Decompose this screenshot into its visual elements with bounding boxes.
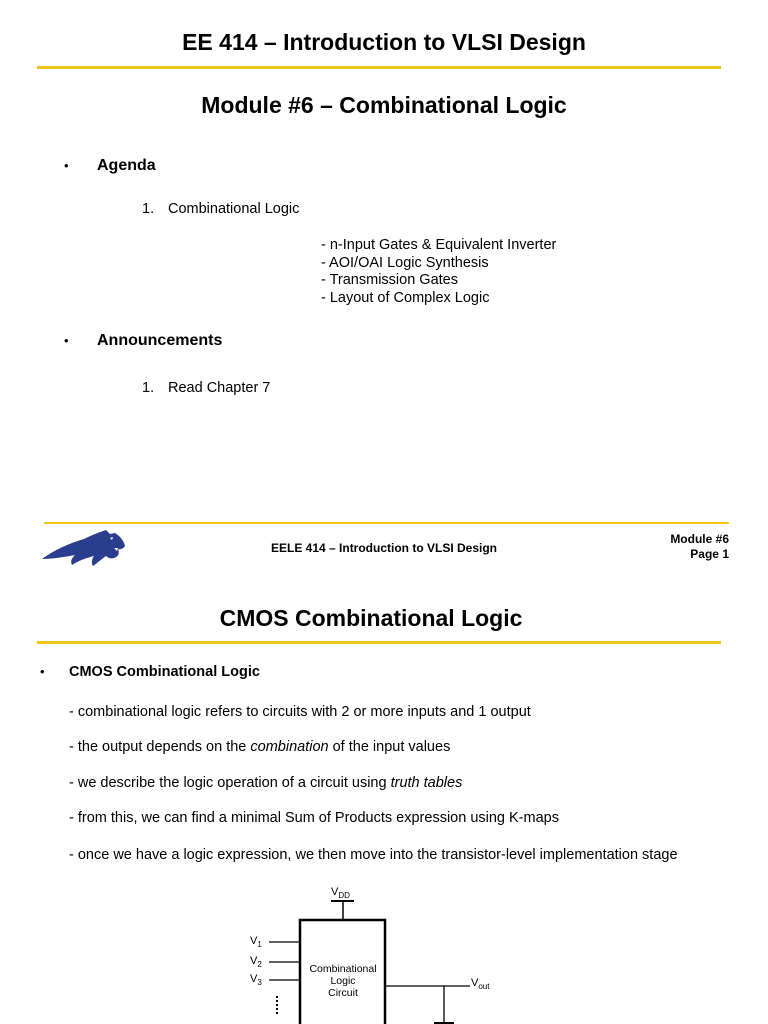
cmos-heading: CMOS Combinational Logic (69, 664, 260, 680)
cmos-line-text: - we describe the logic operation of a circuit using (69, 775, 391, 791)
agenda-item-number: 1. (142, 201, 155, 217)
cmos-line (69, 738, 450, 756)
module-title: Module #6 – Combinational Logic (201, 92, 567, 118)
cmos-line-emphasis: truth tables (390, 775, 463, 791)
agenda-heading: Agenda (97, 157, 156, 174)
footer-page-number: Page 1 (690, 547, 729, 561)
footer-module: Module #6 (670, 532, 729, 546)
combinational-logic-diagram (240, 880, 500, 1024)
title-divider (37, 66, 721, 69)
cmos-line: - once we have a logic expression, we then move into the transistor-level implementation stage (69, 847, 678, 863)
announcements-heading: Announcements (97, 332, 223, 349)
input-label: $V_3$ (250, 973, 262, 987)
output-label: $V_{out}$ (471, 977, 490, 991)
agenda-subitem: - AOI/OAI Logic Synthesis (321, 254, 489, 271)
agenda-subitem: - Transmission Gates (321, 272, 458, 288)
announcement-item-number: 1. (142, 380, 155, 396)
input-label: $V_1$ (250, 935, 262, 949)
bullet-agenda: • (64, 158, 69, 173)
cmos-line-emphasis: combination (250, 739, 329, 755)
agenda-subitem-list (321, 237, 556, 307)
box-label-line: Circuit (328, 987, 358, 999)
cmos-line (69, 774, 462, 792)
footer-divider (44, 522, 729, 524)
cmos-line-text: - the output depends on the (69, 739, 251, 755)
agenda-subitem: - n-Input Gates & Equivalent Inverter (321, 237, 557, 253)
bullet-cmos: • (40, 664, 45, 679)
bullet-announcements: • (64, 333, 69, 348)
footer-course: EELE 414 – Introduction to VLSI Design (270, 541, 498, 555)
input-label: $V_2$ (250, 955, 262, 969)
course-title: EE 414 – Introduction to VLSI Design (182, 29, 586, 55)
cmos-line-text: of the input values (328, 739, 451, 755)
announcement-item-label: Read Chapter 7 (168, 380, 271, 396)
box-label-line: Logic (330, 975, 356, 987)
agenda-subitem: - Layout of Complex Logic (321, 289, 490, 306)
cmos-line: - combinational logic refers to circuits with 2 or more inputs and 1 output (69, 704, 531, 720)
vdd-label: $V_{DD}$ (331, 886, 350, 900)
slide2-title-divider (37, 641, 721, 644)
slide2-title: CMOS Combinational Logic (219, 605, 523, 631)
agenda-item-label: Combinational Logic (168, 201, 300, 217)
box-label-line: Combinational (309, 963, 377, 975)
cmos-line: - from this, we can find a minimal Sum of Products expression using K-maps (69, 810, 559, 826)
